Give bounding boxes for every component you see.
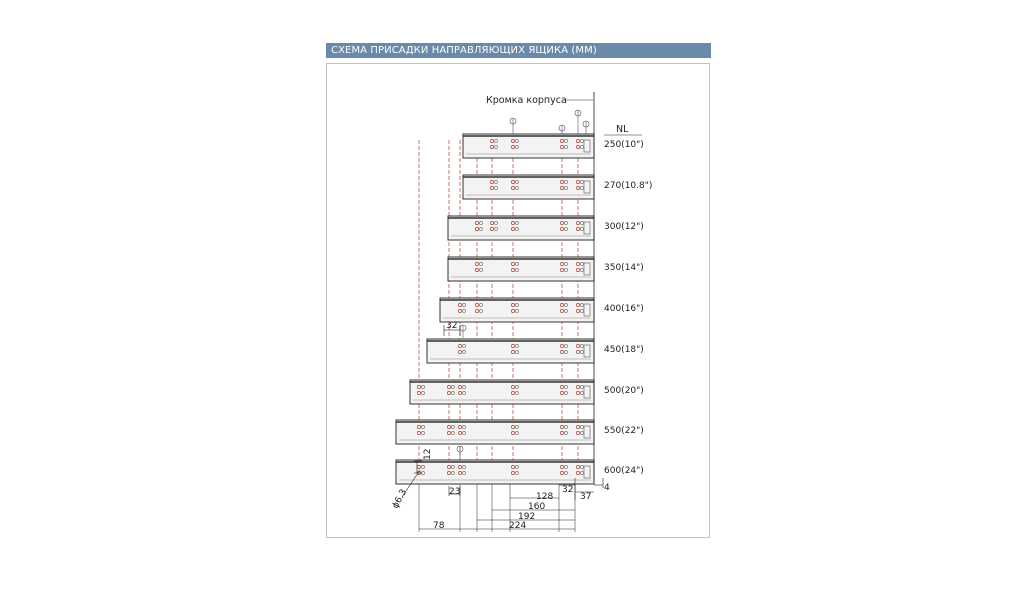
slide-length-label: 350(14") (604, 263, 644, 273)
dim-37-label: 37 (580, 492, 592, 502)
slide-rail (427, 339, 594, 363)
rail-body (463, 134, 594, 158)
header-bar (326, 43, 711, 58)
slide-length-label: 400(16") (604, 304, 644, 314)
rail-body (448, 257, 594, 281)
dim-32-top-label: 32 (446, 321, 458, 331)
slide-length-labels (604, 140, 652, 476)
rail-body (448, 216, 594, 240)
rail-body (427, 339, 594, 363)
dim-32-bottom-label: 32 (562, 485, 574, 495)
rail-body (463, 175, 594, 199)
drilling-diagram (327, 64, 710, 537)
dim-23-label: 23 (449, 487, 461, 497)
dim-160-label: 160 (528, 502, 546, 512)
slide-rail (463, 175, 594, 199)
slide-rail (410, 380, 594, 404)
slide-rail (448, 216, 594, 240)
rail-body (396, 420, 594, 444)
dim-192-label: 192 (518, 512, 536, 522)
rail-body (396, 460, 594, 484)
slide-rail (448, 257, 594, 281)
slide-rails (396, 134, 594, 484)
slide-rail (396, 460, 594, 484)
cabinet-edge-label: Кромка корпуса (486, 95, 567, 106)
slide-length-label: 250(10") (604, 140, 644, 150)
rail-body (410, 380, 594, 404)
header-title: СХЕМА ПРИСАДКИ НАПРАВЛЯЮЩИХ ЯЩИКА (ММ) (331, 45, 597, 56)
slide-rail (396, 420, 594, 444)
slide-length-label: 500(20") (604, 386, 644, 396)
dim-4-label: 4 (604, 483, 610, 493)
dim-128-label: 128 (536, 492, 554, 502)
dim-12-label: 12 (423, 448, 433, 460)
dim-224-label: 224 (509, 521, 527, 531)
slide-rail (463, 134, 594, 158)
slide-rail (440, 298, 594, 322)
slide-length-label: 270(10.8") (604, 181, 653, 191)
slide-length-label: 300(12") (604, 222, 644, 232)
slide-length-label: 600(24") (604, 466, 644, 476)
dim-78-label: 78 (433, 521, 445, 531)
nl-header: NL (616, 124, 629, 135)
slide-length-label: 550(22") (604, 426, 644, 436)
slide-length-label: 450(18") (604, 345, 644, 355)
dim-6-3-label: ϕ6.3 (390, 487, 410, 511)
